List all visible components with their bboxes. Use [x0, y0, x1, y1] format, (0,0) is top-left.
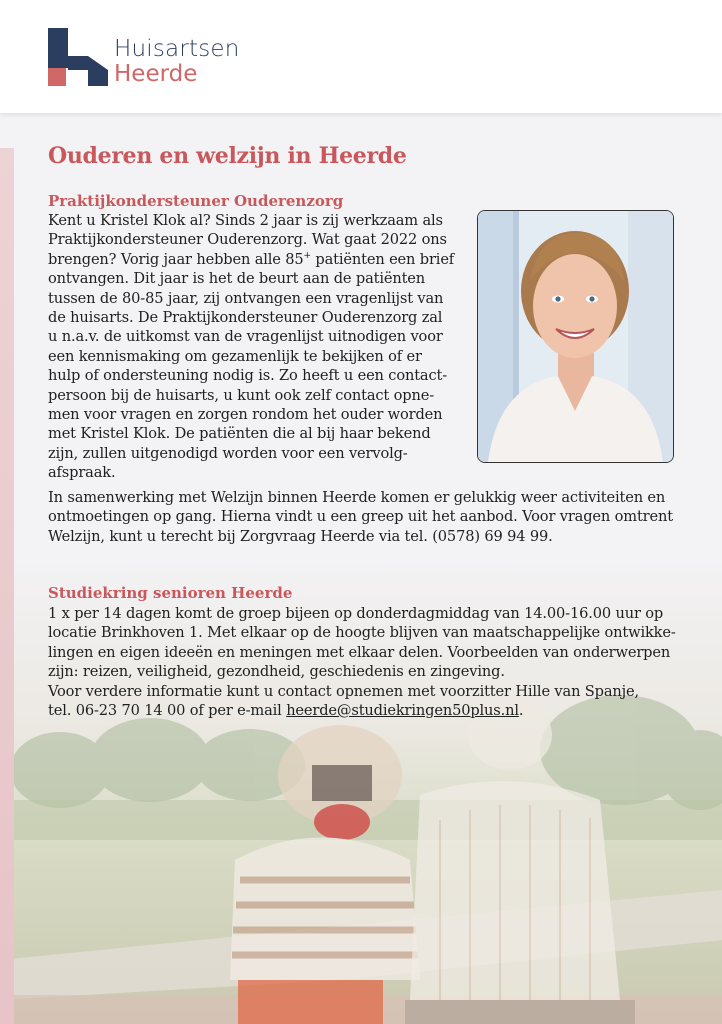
- text-line: zijn: reizen, veiligheid, gezondheid, geschiedenis en zingeving.: [48, 663, 505, 681]
- text-line: tussen de 80-85 jaar, zij ontvangen een vragenlijst van: [48, 289, 444, 307]
- text-fragment: brengen? Vorig jaar hebben alle 85: [48, 250, 304, 268]
- text-line: u n.a.v. de uitkomst van de vragenlijst uitnodigen voor: [48, 328, 443, 346]
- text-line: Praktijkondersteuner Ouderenzorg. Wat gaat 2022 ons: [48, 231, 447, 249]
- superscript-plus: +: [303, 250, 311, 261]
- portrait-illustration: [478, 211, 673, 462]
- text-line: In samenwerking met Welzijn binnen Heerde komen er gelukkig weer activiteiten en: [48, 489, 666, 506]
- text-line: met Kristel Klok. De patiënten die al bij haar bekend: [48, 425, 431, 443]
- huisartsen-logo-icon: [48, 28, 108, 86]
- text-line: lingen en eigen ideeën en meningen met elkaar delen. Voorbeelden van onderwerpen: [48, 643, 671, 661]
- text-line: 1 x per 14 dagen komt de groep bijeen op donderdagmiddag van 14.00-16.00 uur op: [48, 605, 664, 622]
- paragraph-ouderenzorg: [48, 211, 460, 483]
- text-line: locatie Brinkhoven 1. Met elkaar op de hoogte blijven van maatschappelijke ontwikke-: [48, 624, 676, 642]
- text-line: de huisarts. De Praktijkondersteuner Ouderenzorg zal: [48, 309, 443, 327]
- logo-text: [114, 37, 240, 87]
- header: [0, 0, 722, 113]
- text-line: [48, 701, 688, 720]
- text-fragment: .: [518, 702, 524, 720]
- text-line: Welzijn, kunt u terecht bij Zorgvraag Heerde via tel. (0578) 69 94 99.: [48, 527, 553, 545]
- text-line: Kent u Kristel Klok al? Sinds 2 jaar is zij werkzaam als: [48, 212, 443, 229]
- paragraph-studiekring: [48, 604, 688, 720]
- logo-line-huisartsen: Huisartsen: [114, 36, 240, 62]
- text-line: zijn, zullen uitgenodigd worden voor een vervolg-: [48, 444, 408, 462]
- page-title: Ouderen en welzijn in Heerde: [48, 143, 407, 169]
- text-fragment: tel. 06-23 70 14 00 of per e-mail: [48, 702, 287, 720]
- text-line: een kennismaking om gezamenlijk te bekijken of er: [48, 347, 422, 365]
- portrait-photo: [477, 210, 674, 463]
- section-heading-ouderenzorg: Praktijkondersteuner Ouderenzorg: [48, 192, 344, 210]
- text-line: persoon bij de huisarts, u kunt ook zelf contact opne-: [48, 386, 434, 404]
- section-heading-studiekring: Studiekring senioren Heerde: [48, 584, 293, 602]
- text-line: afspraak.: [48, 464, 116, 482]
- text-line: [48, 250, 460, 269]
- paragraph-welzijn: [48, 488, 688, 546]
- text-line: Voor verdere informatie kunt u contact opnemen met voorzitter Hille van Spanje,: [48, 682, 639, 700]
- logo-line-heerde: Heerde: [114, 61, 198, 87]
- text-fragment: patiënten een brief: [310, 250, 455, 268]
- text-line: ontvangen. Dit jaar is het de beurt aan de patiënten: [48, 270, 426, 288]
- text-line: ontmoetingen op gang. Hierna vindt u een greep uit het aanbod. Voor vragen omtrent: [48, 508, 673, 526]
- text-line: men voor vragen en zorgen rondom het ouder worden: [48, 406, 443, 424]
- email-link[interactable]: heerde@studiekringen50plus.nl: [286, 702, 519, 720]
- text-line: hulp of ondersteuning nodig is. Zo heeft u een contact-: [48, 367, 447, 385]
